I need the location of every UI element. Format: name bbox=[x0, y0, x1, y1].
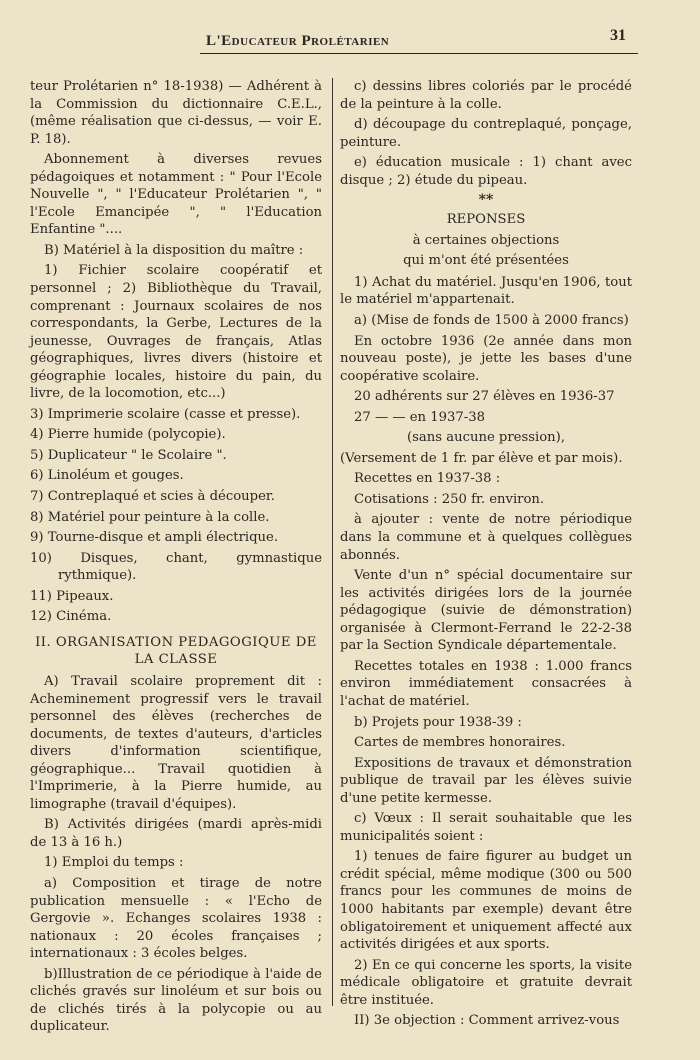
paragraph: B) Matériel à la disposition du maître : bbox=[44, 242, 304, 258]
section-heading: II. ORGANISATION PEDAGOGIQUE DE LA CLASSE bbox=[35, 634, 317, 668]
list-item: 7) Contreplaqué et scies à découper. bbox=[30, 489, 275, 505]
paragraph: à ajouter : vente de notre périodique dans la commune et à quelques collègues abonnés. bbox=[340, 512, 632, 563]
right-column bbox=[340, 78, 632, 1033]
paragraph: c) dessins libres coloriés par le procédé de la peinture à la colle. bbox=[340, 79, 632, 112]
paragraph: Cartes de membres honoraires. bbox=[354, 735, 566, 751]
list-item: 9) Tourne-disque et ampli électrique. bbox=[30, 530, 279, 546]
list-item: 5) Duplicateur " le Scolaire ". bbox=[30, 447, 227, 463]
section-ornament: ** bbox=[478, 192, 494, 209]
section-heading: REPONSES bbox=[446, 212, 526, 228]
paragraph: 2) En ce qui concerne les sports, la visite médicale obligatoire et gratuite devrait être instituée. bbox=[340, 957, 632, 1008]
section-subheading: à certaines objections bbox=[412, 232, 560, 248]
paragraph: 1) tenues de faire figurer au budget un crédit spécial, même modique (300 ou 500 francs pour les communes de moins de 1000 habitants par exemple) devant être obligatoirement et uniquement affecté aux activités dirigées et aux sports. bbox=[340, 849, 632, 953]
paragraph: Expositions de travaux et démonstration publique de travail par les élèves suivie d'une petite kermesse. bbox=[340, 755, 632, 806]
paragraph: a) Composition et tirage de notre publication mensuelle : « l'Echo de Gergovie ». Echanges scolaires 1938 : nationaux : 20 écoles françaises ; internationaux : 3 écoles belges. bbox=[30, 875, 322, 962]
paragraph: Recettes en 1937-38 : bbox=[354, 471, 501, 487]
paragraph: II) 3e objection : Comment arrivez-vous bbox=[354, 1013, 620, 1029]
paragraph: Recettes totales en 1938 : 1.000 francs environ immédiatement consacrées à l'achat de matériel. bbox=[340, 658, 632, 709]
paragraph: Vente d'un n° spécial documentaire sur les activités dirigées lors de la journée pédagogique (suivie de démonstration) organisée à Clermont-Ferrand le 22-2-38 par la Section Syndicale départementale. bbox=[340, 568, 632, 654]
paragraph: 1) Achat du matériel. Jusqu'en 1906, tout le matériel m'appartenait. bbox=[340, 274, 632, 308]
page-header bbox=[200, 26, 638, 54]
paragraph: Cotisations : 250 fr. environ. bbox=[354, 491, 545, 507]
paragraph: teur Prolétarien n° 18-1938) — Adhérent à la Commission du dictionnaire C.E.L., (même réalisation que ci-dessus, — voir E. P. 18). bbox=[30, 79, 322, 147]
list-item: 3) Imprimerie scolaire (casse et presse). bbox=[30, 406, 301, 422]
paragraph: e) éducation musicale : 1) chant avec disque ; 2) étude du pipeau. bbox=[340, 155, 632, 188]
column-divider bbox=[332, 78, 333, 1006]
list-item: 8) Matériel pour peinture à la colle. bbox=[30, 509, 270, 525]
paragraph: 1) Fichier scolaire coopératif et personnel ; 2) Bibliothèque du Travail, comprenant : Journaux scolaires de nos correspondants, la Gerbe, Lectures de la jeunesse, Ouvrages de français, Atlas géographiques, livres divers (histoire et géographie locales, histoire du pain, du livre, de la locomotion, etc...) bbox=[30, 263, 322, 402]
list-item: 6) Linoléum et gouges. bbox=[30, 468, 184, 484]
paragraph: b) Projets pour 1938-39 : bbox=[354, 714, 522, 730]
equipment-list bbox=[30, 406, 322, 626]
header-rule bbox=[200, 53, 638, 54]
left-column bbox=[30, 78, 322, 1039]
list-item: 11) Pipeaux. bbox=[30, 588, 114, 604]
paragraph: Abonnement à diverses revues pédagoiques et notamment : " Pour l'Ecole Nouvelle ", " l'Educateur Prolétarien ", " l'Ecole Emancipée ", " l'Education Enfantine ".... bbox=[30, 152, 322, 238]
section-subheading: qui m'ont été présentées bbox=[403, 253, 569, 269]
page-number: 31 bbox=[610, 27, 626, 44]
paragraph: (Versement de 1 fr. par élève et par mois). bbox=[340, 450, 623, 466]
list-item: 4) Pierre humide (polycopie). bbox=[30, 427, 226, 443]
paragraph: b)Illustration de ce périodique à l'aide de clichés gravés sur linoléum et sur bois ou de clichés tirés à la polycopie ou au duplicateur. bbox=[30, 966, 322, 1035]
paragraph: c) Vœux : Il serait souhaitable que les municipalités soient : bbox=[340, 811, 632, 844]
paragraph: d) découpage du contreplaqué, ponçage, peinture. bbox=[340, 117, 632, 150]
paragraph: 20 adhérents sur 27 élèves en 1936-37 bbox=[354, 389, 615, 405]
list-item: 10) Disques, chant, gymnastique rythmique). bbox=[30, 550, 322, 584]
list-item: 12) Cinéma. bbox=[30, 609, 112, 625]
paragraph: a) (Mise de fonds de 1500 à 2000 francs) bbox=[354, 313, 629, 329]
running-title: L'Educateur Prolétarien bbox=[206, 33, 390, 49]
paragraph: A) Travail scolaire proprement dit : Acheminement progressif vers le travail personnel des élèves (recherches de documents, de textes d'auteurs, d'articles divers d'information scientifique, géographique... Travail quotidien à l'Imprimerie, à la Pierre humide, au limographe (travail d'équipes). bbox=[30, 673, 322, 812]
paragraph: B) Activités dirigées (mardi après-midi de 13 à 16 h.) bbox=[30, 817, 322, 850]
paragraph: 27 — — en 1937-38 bbox=[354, 409, 486, 425]
paragraph: En octobre 1936 (2e année dans mon nouveau poste), je jette les bases d'une coopérative scolaire. bbox=[340, 333, 632, 384]
paragraph: 1) Emploi du temps : bbox=[44, 855, 184, 871]
paragraph: (sans aucune pression), bbox=[406, 430, 566, 446]
